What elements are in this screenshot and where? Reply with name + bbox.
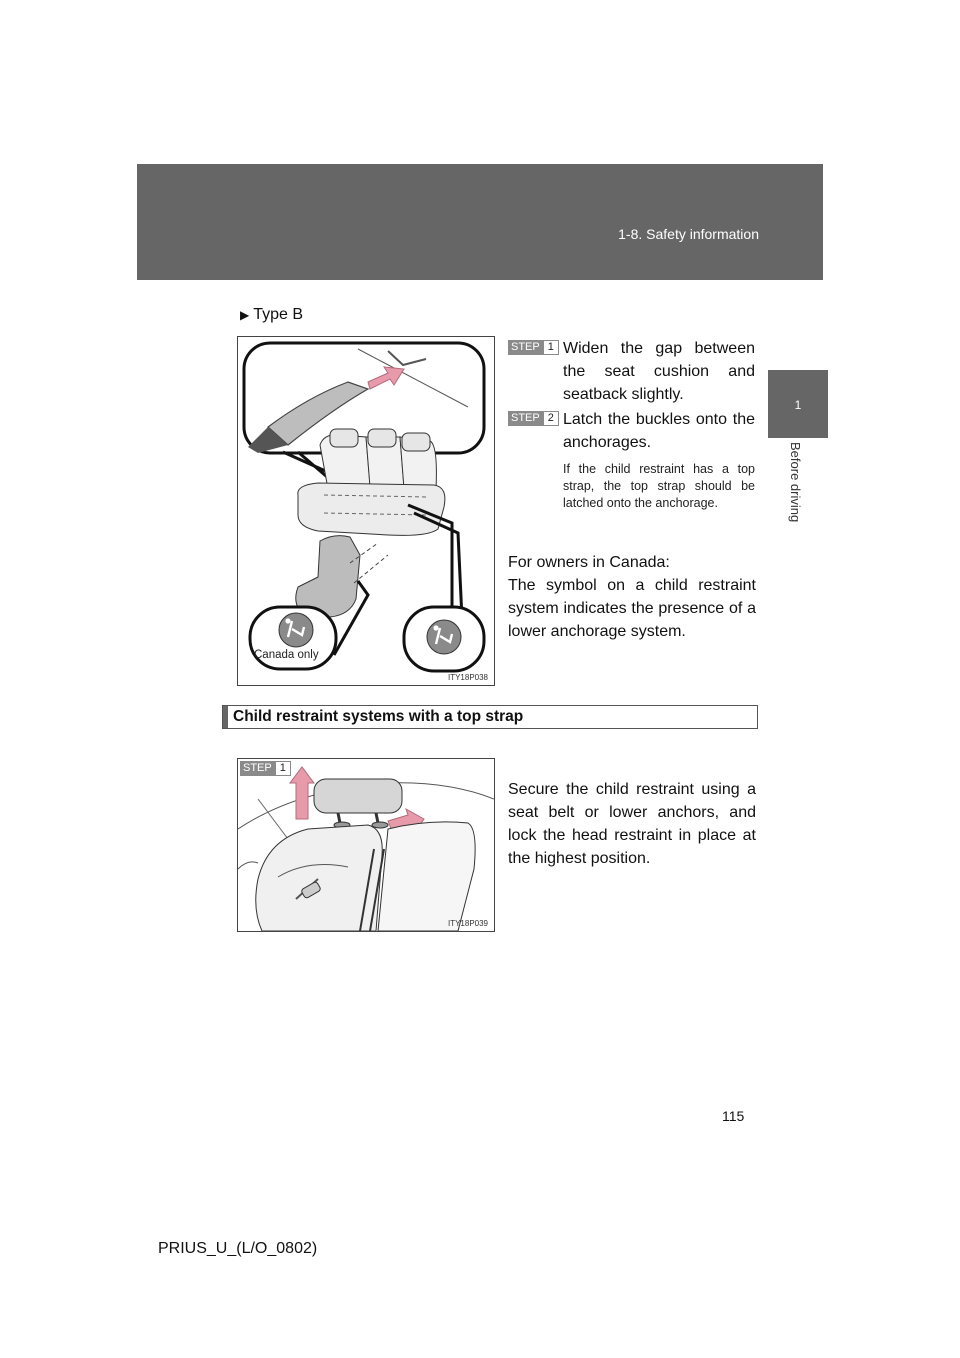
- head-restraint-illustration: [238, 759, 494, 931]
- triangle-marker-icon: ▶: [240, 308, 250, 322]
- type-b-heading: [240, 306, 303, 324]
- top-strap-paragraph: Secure the child restraint using a seat belt or lower anchors, and lock the head restraint in place at the highest position.: [508, 781, 756, 867]
- head-restraint: [314, 779, 402, 813]
- canada-owners-heading: For owners in Canada:: [508, 554, 670, 571]
- header-section-title: 1-8. Safety information: [618, 226, 759, 242]
- top-strap-note: If the child restraint has a top strap, the top strap should be latched onto the anchorage.: [563, 462, 755, 510]
- rear-seat-illustration: [238, 337, 494, 685]
- chapter-title: Before driving: [788, 442, 803, 523]
- page-number: 115: [722, 1108, 745, 1124]
- figure-code: ITY18P038: [447, 673, 488, 682]
- type-b-label: Type B: [253, 306, 304, 323]
- chapter-side-label: [768, 438, 828, 558]
- canada-owners-paragraph: [508, 551, 756, 643]
- figure-lower-anchor-installation: [237, 336, 495, 686]
- chapter-tab: [768, 370, 828, 438]
- lower-anchor-symbol-icon: [279, 613, 313, 647]
- page-header: [137, 164, 823, 280]
- step-1-badge: STEP 1: [508, 340, 559, 355]
- canada-symbol-text: The symbol on a child restraint system indicates the presence of a lower anchorage system.: [508, 577, 756, 640]
- figure-code-2: ITY18P039: [447, 919, 488, 928]
- footer-document-code: PRIUS_U_(L/O_0802): [158, 1240, 318, 1257]
- step-2-badge: STEP 2: [508, 411, 559, 426]
- chapter-number: 1: [794, 398, 802, 412]
- figure-head-restraint: [237, 758, 495, 932]
- up-arrow-icon: [290, 767, 314, 819]
- lower-anchor-symbol-icon-2: [427, 620, 461, 654]
- step-2-text: Latch the buckles onto the anchorages.: [563, 411, 755, 451]
- figure-step-1-badge: STEP 1: [240, 761, 291, 776]
- step-1-text: Widen the gap between the seat cushion and seatback slightly.: [563, 340, 755, 403]
- canada-only-label: Canada only: [254, 649, 319, 661]
- section-heading: Child restraint systems with a top strap: [222, 705, 758, 729]
